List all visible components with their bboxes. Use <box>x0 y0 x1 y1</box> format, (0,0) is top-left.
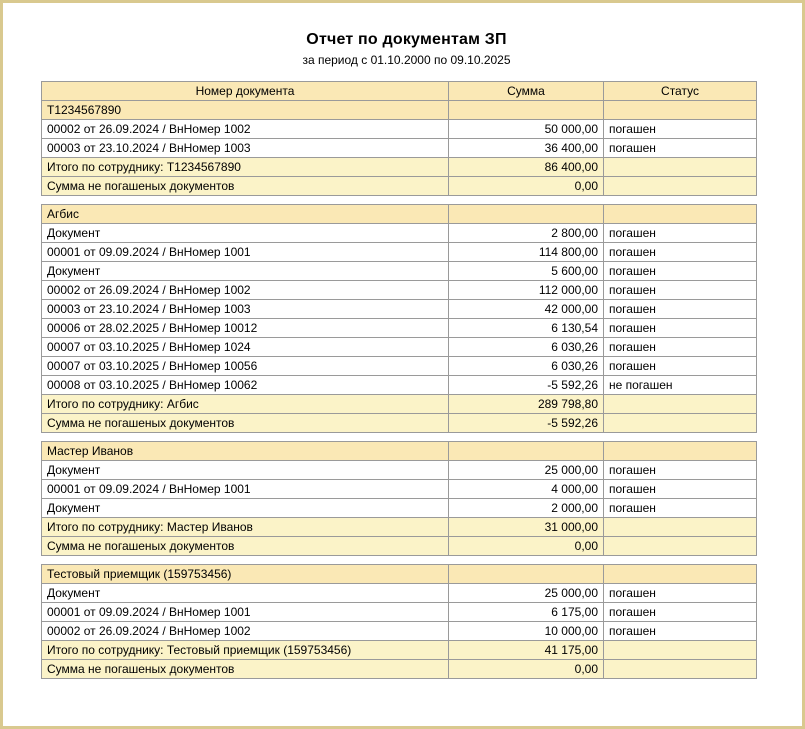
group-total-label: Итого по сотруднику: Т1234567890 <box>42 158 449 177</box>
row-document: 00003 от 23.10.2024 / ВнНомер 1003 <box>42 139 449 158</box>
group-total-label: Итого по сотруднику: Агбис <box>42 395 449 414</box>
row-amount: 6 030,26 <box>449 357 604 376</box>
row-status: не погашен <box>604 376 757 395</box>
row-amount: 2 800,00 <box>449 224 604 243</box>
row-document: 00002 от 26.09.2024 / ВнНомер 1002 <box>42 120 449 139</box>
row-status: погашен <box>604 139 757 158</box>
table-row[interactable] <box>42 300 757 319</box>
row-status: погашен <box>604 622 757 641</box>
group-total-label: Итого по сотруднику: Мастер Иванов <box>42 518 449 537</box>
row-amount: -5 592,26 <box>449 376 604 395</box>
spacer-cell <box>42 433 757 442</box>
group-header-row[interactable] <box>42 565 757 584</box>
table-row[interactable] <box>42 584 757 603</box>
row-document: 00003 от 23.10.2024 / ВнНомер 1003 <box>42 300 449 319</box>
row-document: 00007 от 03.10.2025 / ВнНомер 10056 <box>42 357 449 376</box>
row-amount: 10 000,00 <box>449 622 604 641</box>
table-body <box>42 101 757 679</box>
page-title: Отчет по документам ЗП <box>306 31 507 48</box>
group-total-row <box>42 158 757 177</box>
group-unpaid-row <box>42 537 757 556</box>
group-unpaid-status-blank <box>604 660 757 679</box>
group-total-amount: 31 000,00 <box>449 518 604 537</box>
table-row[interactable] <box>42 461 757 480</box>
group-total-row <box>42 641 757 660</box>
group-unpaid-label: Сумма не погашеных документов <box>42 537 449 556</box>
row-status: погашен <box>604 120 757 139</box>
group-header-row[interactable] <box>42 101 757 120</box>
row-amount: 114 800,00 <box>449 243 604 262</box>
row-document: 00002 от 26.09.2024 / ВнНомер 1002 <box>42 281 449 300</box>
group-total-amount: 41 175,00 <box>449 641 604 660</box>
row-amount: 6 175,00 <box>449 603 604 622</box>
column-header-amount: Сумма <box>449 82 604 101</box>
row-status: погашен <box>604 461 757 480</box>
row-amount: 6 130,54 <box>449 319 604 338</box>
group-unpaid-amount: 0,00 <box>449 660 604 679</box>
row-amount: 25 000,00 <box>449 584 604 603</box>
group-header-amount-blank <box>449 101 604 120</box>
group-total-amount: 289 798,80 <box>449 395 604 414</box>
group-unpaid-status-blank <box>604 537 757 556</box>
group-total-status-blank <box>604 158 757 177</box>
group-spacer <box>42 196 757 205</box>
table-row[interactable] <box>42 319 757 338</box>
page-subtitle: за период с 01.10.2000 по 09.10.2025 <box>302 53 511 67</box>
table-row[interactable] <box>42 622 757 641</box>
row-amount: 112 000,00 <box>449 281 604 300</box>
group-unpaid-label: Сумма не погашеных документов <box>42 177 449 196</box>
group-unpaid-amount: -5 592,26 <box>449 414 604 433</box>
row-status: погашен <box>604 480 757 499</box>
table-row[interactable] <box>42 480 757 499</box>
row-status: погашен <box>604 584 757 603</box>
group-unpaid-row <box>42 177 757 196</box>
table-row[interactable] <box>42 499 757 518</box>
header-row <box>42 82 757 101</box>
group-total-row <box>42 518 757 537</box>
group-unpaid-amount: 0,00 <box>449 177 604 196</box>
group-header-status-blank <box>604 205 757 224</box>
group-spacer <box>42 556 757 565</box>
group-name: Тестовый приемщик (159753456) <box>42 565 449 584</box>
group-total-status-blank <box>604 641 757 660</box>
row-status: погашен <box>604 319 757 338</box>
group-unpaid-status-blank <box>604 177 757 196</box>
row-document: 00001 от 09.09.2024 / ВнНомер 1001 <box>42 243 449 262</box>
group-spacer <box>42 433 757 442</box>
table-row[interactable] <box>42 139 757 158</box>
row-document: 00002 от 26.09.2024 / ВнНомер 1002 <box>42 622 449 641</box>
group-header-row[interactable] <box>42 442 757 461</box>
report-table <box>41 81 757 679</box>
row-status: погашен <box>604 357 757 376</box>
row-status: погашен <box>604 224 757 243</box>
group-total-amount: 86 400,00 <box>449 158 604 177</box>
row-amount: 5 600,00 <box>449 262 604 281</box>
row-status: погашен <box>604 281 757 300</box>
table-row[interactable] <box>42 262 757 281</box>
group-total-status-blank <box>604 518 757 537</box>
group-header-status-blank <box>604 442 757 461</box>
spacer-cell <box>42 196 757 205</box>
row-status: погашен <box>604 243 757 262</box>
column-header-document: Номер документа <box>42 82 449 101</box>
table-row[interactable] <box>42 603 757 622</box>
row-document: Документ <box>42 262 449 281</box>
group-header-status-blank <box>604 565 757 584</box>
group-unpaid-row <box>42 660 757 679</box>
table-row[interactable] <box>42 243 757 262</box>
group-header-status-blank <box>604 101 757 120</box>
group-unpaid-status-blank <box>604 414 757 433</box>
row-document: 00008 от 03.10.2025 / ВнНомер 10062 <box>42 376 449 395</box>
row-status: погашен <box>604 603 757 622</box>
table-header <box>42 82 757 101</box>
row-amount: 6 030,26 <box>449 338 604 357</box>
group-name: Мастер Иванов <box>42 442 449 461</box>
row-amount: 4 000,00 <box>449 480 604 499</box>
row-document: 00001 от 09.09.2024 / ВнНомер 1001 <box>42 603 449 622</box>
group-unpaid-amount: 0,00 <box>449 537 604 556</box>
group-total-row <box>42 395 757 414</box>
report-page <box>3 3 802 726</box>
row-status: погашен <box>604 300 757 319</box>
group-unpaid-row <box>42 414 757 433</box>
table-row[interactable] <box>42 224 757 243</box>
group-total-label: Итого по сотруднику: Тестовый приемщик (159753456) <box>42 641 449 660</box>
row-amount: 36 400,00 <box>449 139 604 158</box>
table-row[interactable] <box>42 281 757 300</box>
row-document: Документ <box>42 584 449 603</box>
spacer-cell <box>42 556 757 565</box>
row-amount: 25 000,00 <box>449 461 604 480</box>
group-name: Т1234567890 <box>42 101 449 120</box>
row-amount: 50 000,00 <box>449 120 604 139</box>
group-unpaid-label: Сумма не погашеных документов <box>42 414 449 433</box>
group-name: Агбис <box>42 205 449 224</box>
table-row[interactable] <box>42 338 757 357</box>
group-header-amount-blank <box>449 442 604 461</box>
table-row[interactable] <box>42 357 757 376</box>
row-status: погашен <box>604 499 757 518</box>
row-amount: 42 000,00 <box>449 300 604 319</box>
group-header-row[interactable] <box>42 205 757 224</box>
row-status: погашен <box>604 262 757 281</box>
table-row[interactable] <box>42 120 757 139</box>
row-amount: 2 000,00 <box>449 499 604 518</box>
table-row[interactable] <box>42 376 757 395</box>
row-document: 00007 от 03.10.2025 / ВнНомер 1024 <box>42 338 449 357</box>
group-total-status-blank <box>604 395 757 414</box>
row-document: 00006 от 28.02.2025 / ВнНомер 10012 <box>42 319 449 338</box>
row-document: Документ <box>42 461 449 480</box>
row-document: Документ <box>42 499 449 518</box>
group-unpaid-label: Сумма не погашеных документов <box>42 660 449 679</box>
group-header-amount-blank <box>449 205 604 224</box>
row-status: погашен <box>604 338 757 357</box>
row-document: Документ <box>42 224 449 243</box>
row-document: 00001 от 09.09.2024 / ВнНомер 1001 <box>42 480 449 499</box>
group-header-amount-blank <box>449 565 604 584</box>
column-header-status: Статус <box>604 82 757 101</box>
